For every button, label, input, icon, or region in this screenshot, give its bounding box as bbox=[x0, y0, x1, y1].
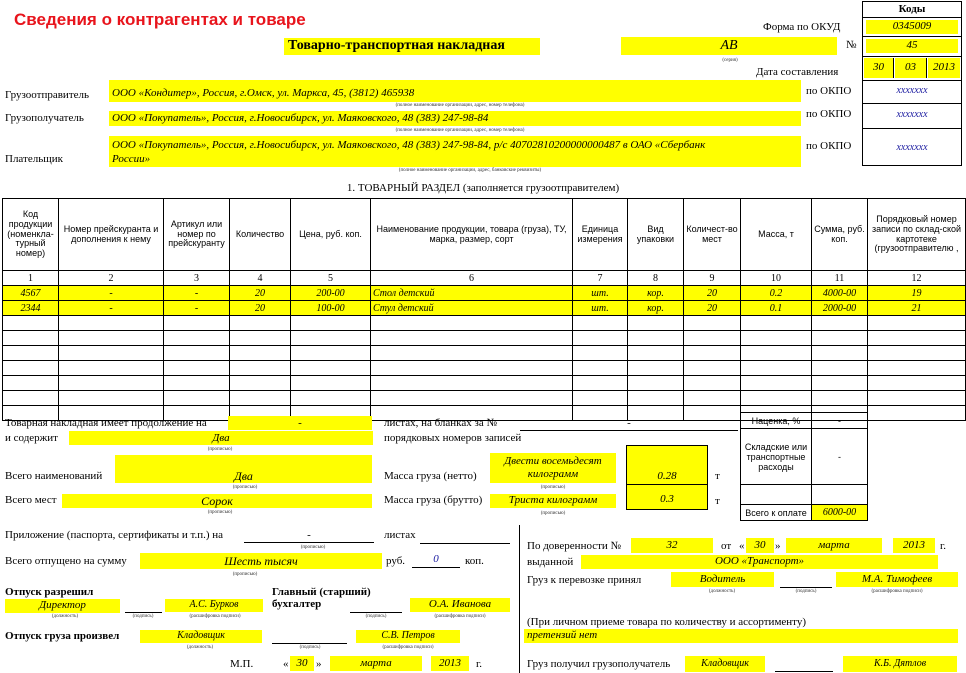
col-num: 10 bbox=[741, 271, 812, 286]
cell: 2000-00 bbox=[812, 301, 868, 316]
proxy-label: По доверенности № bbox=[527, 540, 622, 552]
accountant-name-cap: (расшифровка подписи) bbox=[434, 614, 486, 619]
okud-label: Форма по ОКУД bbox=[763, 21, 841, 33]
section-title: 1. ТОВАРНЫЙ РАЗДЕЛ (заполняется грузоотправителем) bbox=[346, 182, 620, 194]
col-header-5: Цена, руб. коп. bbox=[291, 199, 371, 271]
goods-table bbox=[2, 198, 966, 421]
date-q1: « bbox=[283, 658, 289, 670]
col-num: 7 bbox=[573, 271, 628, 286]
date-year: 2013 bbox=[928, 58, 960, 78]
table-row-empty bbox=[3, 376, 966, 391]
note-label: (При личном приеме товара по количеству и ассортименту) bbox=[527, 616, 807, 628]
mass-net-unit: т bbox=[715, 470, 720, 482]
produced-name-cap: (расшифровка подписи) bbox=[382, 645, 434, 650]
proxy-number: 32 bbox=[631, 538, 713, 553]
accepted-name: М.А. Тимофеев bbox=[836, 572, 958, 587]
proxy-year: 2013 bbox=[893, 538, 935, 553]
okpo3-value: ххххххх bbox=[896, 142, 928, 153]
cell: - bbox=[59, 286, 164, 301]
cell: 100-00 bbox=[291, 301, 371, 316]
cell: Стол детский bbox=[371, 286, 573, 301]
payer-value bbox=[109, 136, 801, 167]
proxy-q2: » bbox=[775, 540, 781, 552]
consignee-value: ООО «Покупатель», Россия, г.Новосибирск, ул. Маяковского, 48 (383) 247-98-84 bbox=[109, 111, 801, 126]
series-field: АВ bbox=[621, 37, 837, 55]
markup-value: - bbox=[812, 413, 868, 429]
table-header-row bbox=[3, 199, 966, 271]
cell: 0.2 bbox=[741, 286, 812, 301]
payer-line2: России» bbox=[112, 153, 151, 166]
payer-label: Плательщик bbox=[5, 153, 63, 165]
okpo-label-3: по ОКПО bbox=[806, 140, 852, 152]
shipper-value: ООО «Кондитер», Россия, г.Омск, ул. Маркса, 45, (3812) 465938 bbox=[109, 80, 801, 102]
cell: шт. bbox=[573, 286, 628, 301]
table-row-empty bbox=[3, 361, 966, 376]
cell: 20 bbox=[684, 301, 741, 316]
payer-caption: (полное наименование организации, адрес, банковские реквизиты) bbox=[398, 168, 542, 173]
accepted-sign-cap: (подпись) bbox=[795, 589, 817, 594]
rub-label: руб. bbox=[386, 555, 406, 567]
cont-caption-3: (прописью) bbox=[207, 447, 233, 452]
col-header-4: Количество bbox=[230, 199, 291, 271]
table-number-row bbox=[3, 271, 966, 286]
allowed-pos-cap: (должность) bbox=[51, 614, 79, 619]
page-title: Сведения о контрагентах и товаре bbox=[14, 10, 306, 29]
cell: кор. bbox=[628, 301, 684, 316]
names-label: Всего наименований bbox=[5, 470, 103, 482]
mass-net-tons: 0.28 bbox=[657, 470, 677, 482]
total-label: Всего к оплате bbox=[741, 505, 812, 521]
table-row-empty bbox=[3, 316, 966, 331]
names-value: Два bbox=[115, 455, 372, 483]
cell: 20 bbox=[230, 301, 291, 316]
cell: - bbox=[164, 301, 230, 316]
places-value: Сорок bbox=[62, 494, 372, 508]
date-label: Дата составления bbox=[756, 66, 839, 78]
markup-label: Наценка, % bbox=[741, 413, 812, 429]
kop-value: 0 bbox=[412, 554, 460, 568]
note-value: претензий нет bbox=[524, 629, 958, 643]
accepted-name-cap: (расшифровка подписи) bbox=[871, 589, 923, 594]
col-num: 6 bbox=[371, 271, 573, 286]
produced-sign-cap: (подпись) bbox=[299, 645, 321, 650]
mass-gross-label: Масса груза (брутто) bbox=[384, 494, 483, 506]
shipper-label: Грузоотправитель bbox=[5, 89, 90, 101]
col-header-2: Номер прейскуранта и дополнения к нему bbox=[59, 199, 164, 271]
cont-label-3: и содержит bbox=[5, 432, 58, 444]
cell: кор. bbox=[628, 286, 684, 301]
mass-net-value bbox=[490, 453, 616, 483]
released-label: Всего отпущено на сумму bbox=[5, 555, 127, 567]
consignee-label: Грузополучатель bbox=[5, 112, 84, 124]
mass-net-caption: (прописью) bbox=[540, 485, 566, 490]
okpo-label-1: по ОКПО bbox=[806, 85, 852, 97]
sign-date-month: марта bbox=[330, 656, 422, 671]
issued-label: выданной bbox=[527, 556, 574, 568]
col-header-11: Сумма, руб. коп. bbox=[812, 199, 868, 271]
produced-label: Отпуск груза произвел bbox=[5, 630, 120, 642]
cell: 200-00 bbox=[291, 286, 371, 301]
mass-gross-tons: 0.3 bbox=[660, 493, 674, 505]
table-row bbox=[3, 286, 966, 301]
produced-pos-cap: (должность) bbox=[186, 645, 214, 650]
sign-date-year: 2013 bbox=[431, 656, 469, 671]
col-header-6: Наименование продукции, товара (груза), ТУ, марка, размер, сорт bbox=[371, 199, 573, 271]
allowed-position: Директор bbox=[5, 599, 120, 613]
table-row-empty bbox=[3, 331, 966, 346]
cont-label-4: порядковых номеров записей bbox=[384, 432, 522, 444]
warehouse-value: - bbox=[812, 429, 868, 485]
table-row-empty bbox=[3, 391, 966, 406]
mass-gross-unit: т bbox=[715, 495, 720, 507]
proxy-g: г. bbox=[940, 540, 947, 552]
accepted-position: Водитель bbox=[671, 572, 774, 587]
date-month: 03 bbox=[895, 58, 927, 78]
payer-line1: ООО «Покупатель», Россия, г.Новосибирск, ул. Маяковского, 48 (383) 247-98-84, р/с 40702810200000000487 в ОАО «Сбербанк bbox=[112, 139, 706, 151]
cell: - bbox=[164, 286, 230, 301]
cell: 0.1 bbox=[741, 301, 812, 316]
kop-label: коп. bbox=[465, 555, 484, 567]
col-num: 9 bbox=[684, 271, 741, 286]
cont-label-1: Товарная накладная имеет продолжение на bbox=[5, 417, 207, 429]
cell: 4567 bbox=[3, 286, 59, 301]
date-q2: » bbox=[316, 658, 322, 670]
accountant-label-1: Главный (старший) bbox=[272, 586, 371, 598]
cell: 4000-00 bbox=[812, 286, 868, 301]
cont-value-3: Два bbox=[69, 431, 373, 445]
shipper-caption: (полное наименование организации, адрес, номер телефона) bbox=[395, 103, 525, 108]
col-num: 12 bbox=[868, 271, 966, 286]
accepted-label: Груз к перевозке принял bbox=[527, 574, 642, 586]
col-num: 3 bbox=[164, 271, 230, 286]
mass-net-value-2: килограмм bbox=[527, 468, 579, 481]
proxy-month: марта bbox=[786, 538, 882, 553]
col-header-3: Артикул или номер по прейскуранту bbox=[164, 199, 230, 271]
table-row bbox=[3, 301, 966, 316]
proxy-day: 30 bbox=[746, 538, 774, 553]
table-row-empty bbox=[3, 346, 966, 361]
sign-date-day: 30 bbox=[290, 656, 314, 671]
names-caption: (прописью) bbox=[232, 485, 258, 490]
totals-table bbox=[740, 412, 868, 521]
accepted-pos-cap: (должность) bbox=[708, 589, 736, 594]
cell: шт. bbox=[573, 301, 628, 316]
issued-org: ООО «Транспорт» bbox=[581, 555, 938, 569]
places-caption: (прописью) bbox=[207, 510, 233, 515]
cell: 20 bbox=[684, 286, 741, 301]
number-label: № bbox=[846, 39, 857, 51]
divider bbox=[519, 525, 520, 673]
cell: Стул детский bbox=[371, 301, 573, 316]
mp-label: М.П. bbox=[230, 658, 254, 670]
col-header-7: Единица измерения bbox=[573, 199, 628, 271]
okpo2-value: ххххххх bbox=[896, 109, 928, 120]
doc-title: Товарно-транспортная накладная bbox=[284, 38, 540, 55]
attach-sheets: листах bbox=[384, 529, 416, 541]
received-position: Кладовщик bbox=[685, 656, 765, 672]
col-header-1: Код продукции (номенкла-турный номер) bbox=[3, 199, 59, 271]
accountant-sign-cap: (подпись) bbox=[365, 614, 387, 619]
cont-value-1: - bbox=[228, 416, 372, 430]
mass-gross-caption: (прописью) bbox=[540, 511, 566, 516]
col-num: 11 bbox=[812, 271, 868, 286]
okud-value: 0345009 bbox=[866, 20, 958, 34]
col-num: 2 bbox=[59, 271, 164, 286]
attach-label: Приложение (паспорта, сертификаты и т.п.) на bbox=[5, 529, 224, 541]
col-header-12: Порядковый номер записи по склад-ской картотеке (грузоотправителю , bbox=[868, 199, 966, 271]
places-label: Всего мест bbox=[5, 494, 57, 506]
mass-gross-value: Триста килограмм bbox=[490, 494, 616, 508]
consignee-caption: (полное наименование организации, адрес, номер телефона) bbox=[395, 128, 525, 133]
sign-date-g: г. bbox=[476, 658, 483, 670]
col-num: 1 bbox=[3, 271, 59, 286]
produced-position: Кладовщик bbox=[140, 630, 262, 643]
cont-value-2: - bbox=[520, 418, 738, 431]
allowed-sign-cap: (подпись) bbox=[132, 614, 154, 619]
mass-net-value-1: Двести восемьдесят bbox=[504, 455, 602, 467]
cell: 2344 bbox=[3, 301, 59, 316]
received-name: К.Б. Дятлов bbox=[843, 656, 957, 672]
allowed-name-cap: (расшифровка подписи) bbox=[189, 614, 241, 619]
attach-value: - bbox=[244, 530, 374, 543]
series-caption: (серия) bbox=[722, 58, 738, 63]
proxy-from: от bbox=[721, 540, 732, 552]
received-label: Груз получил грузополучатель bbox=[527, 658, 671, 670]
allowed-name: А.С. Бурков bbox=[165, 599, 263, 612]
produced-name: С.В. Петров bbox=[356, 630, 460, 643]
proxy-q1: « bbox=[739, 540, 745, 552]
col-header-10: Масса, т bbox=[741, 199, 812, 271]
total-value: 6000-00 bbox=[812, 505, 868, 521]
attach-caption: (прописью) bbox=[300, 545, 326, 550]
accountant-name: О.А. Иванова bbox=[410, 598, 510, 612]
col-num: 8 bbox=[628, 271, 684, 286]
cell: - bbox=[59, 301, 164, 316]
col-header-9: Количест-во мест bbox=[684, 199, 741, 271]
cont-label-2: листах, на бланках за № bbox=[384, 417, 497, 429]
okpo1-value: ххххххх bbox=[896, 85, 928, 96]
date-day: 30 bbox=[864, 58, 894, 78]
released-value: Шесть тысяч bbox=[140, 553, 382, 569]
number-value: 45 bbox=[866, 39, 958, 53]
released-caption: (прописью) bbox=[232, 572, 258, 577]
col-header-8: Вид упаковки bbox=[628, 199, 684, 271]
allowed-label: Отпуск разрешил bbox=[5, 586, 94, 598]
okpo-label-2: по ОКПО bbox=[806, 108, 852, 120]
codes-header: Коды bbox=[898, 3, 926, 15]
cell: 20 bbox=[230, 286, 291, 301]
cell: 19 bbox=[868, 286, 966, 301]
warehouse-label: Складские или транспортные расходы bbox=[741, 429, 812, 485]
mass-net-label: Масса груза (нетто) bbox=[384, 470, 477, 482]
cell: 21 bbox=[868, 301, 966, 316]
col-num: 5 bbox=[291, 271, 371, 286]
col-num: 4 bbox=[230, 271, 291, 286]
accountant-label-2: бухгалтер bbox=[272, 598, 322, 610]
